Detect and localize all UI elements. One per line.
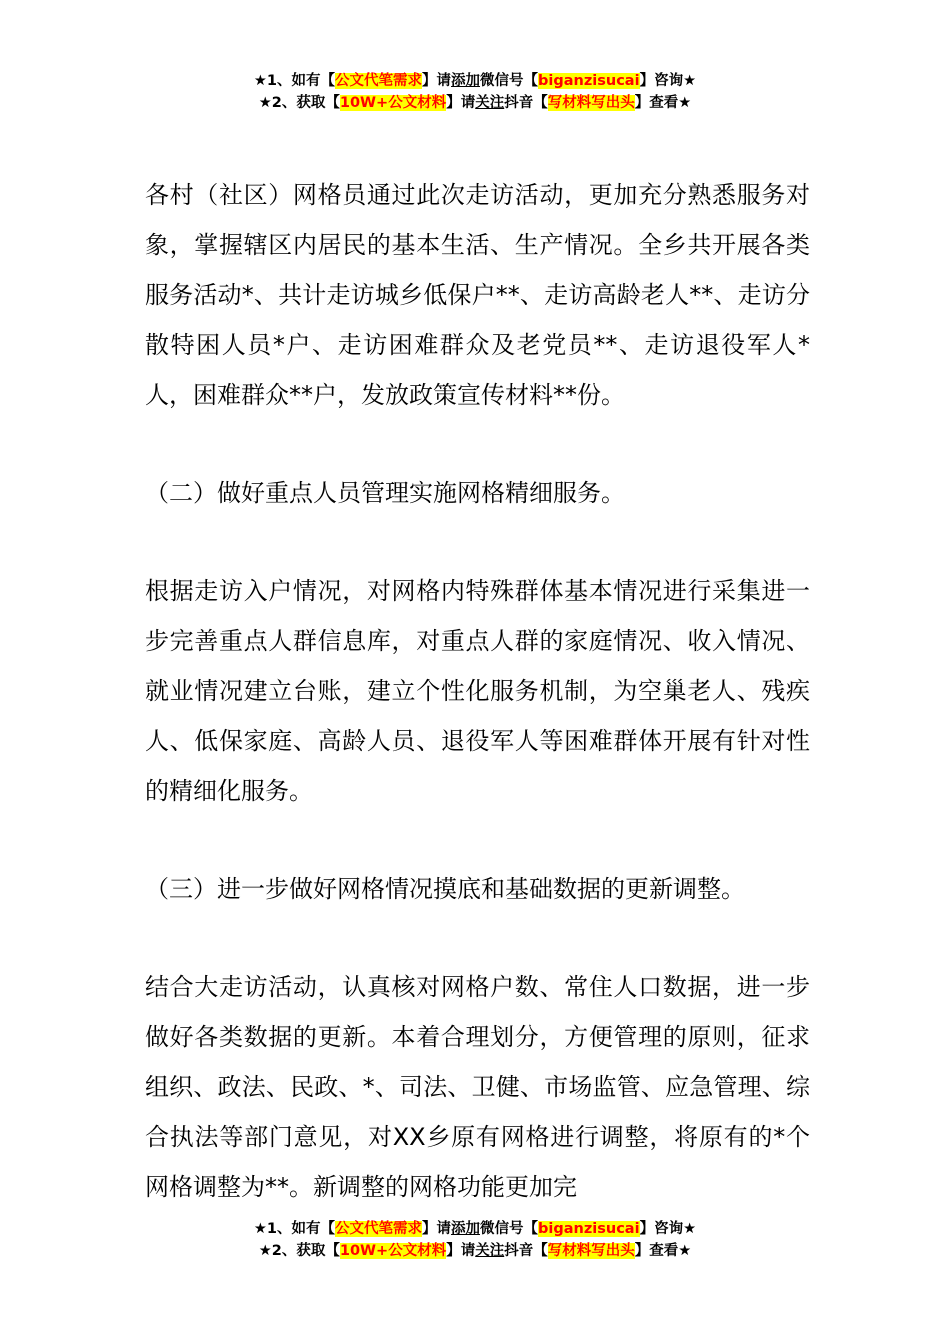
- banner-highlight: biganzisucai: [538, 73, 640, 89]
- banner-line-1: [0, 1218, 950, 1240]
- banner-text: ★1、如有【: [253, 1221, 336, 1237]
- banner-highlight: 10W+公文材料: [339, 1243, 447, 1259]
- banner-text: ★2、获取【: [258, 95, 340, 111]
- section-heading-2: （二）做好重点人员管理实施网格精细服务。: [145, 479, 625, 507]
- banner-text: 】咨询★: [639, 1221, 697, 1237]
- top-banner: [0, 70, 950, 114]
- banner-text: 】请: [422, 1221, 452, 1237]
- banner-text: 】查看★: [634, 1243, 692, 1259]
- banner-highlight: 公文代笔需求: [335, 1221, 423, 1237]
- banner-line-2: [0, 1240, 950, 1262]
- banner-highlight: 10W+公文材料: [339, 95, 447, 111]
- banner-text: 】查看★: [634, 95, 692, 111]
- paragraph-3: 结合大走访活动，认真核对网格户数、常住人口数据，进一步做好各类数据的更新。本着合理划分，方便管理的原则，征求组织、政法、民政、*、司法、卫健、市场监管、应急管理、综合执法等部门意见，对XX乡原有网格进行调整，将原有的*个网格调整为**。新调整的网格功能更加完: [145, 973, 810, 1201]
- banner-underline: 添加: [451, 1221, 481, 1237]
- banner-text: ★1、如有【: [253, 73, 336, 89]
- section-heading-3: （三）进一步做好网格情况摸底和基础数据的更新调整。: [145, 875, 745, 903]
- paragraph-1: 各村（社区）网格员通过此次走访活动，更加充分熟悉服务对象，掌握辖区内居民的基本生活、生产情况。全乡共开展各类服务活动*、共计走访城乡低保户**、走访高龄老人**、走访分散特困人员*户、走访困难群众及老党员**、走访退役军人*人，困难群众**户，发放政策宣传材料**份。: [145, 181, 810, 409]
- banner-underline: 关注: [475, 1243, 505, 1259]
- banner-text: 】请: [446, 1243, 476, 1259]
- banner-line-2: [0, 92, 950, 114]
- banner-text: 】请: [446, 95, 476, 111]
- banner-highlight: 写材料写出头: [547, 95, 635, 111]
- banner-text: 抖音【: [504, 95, 548, 111]
- banner-underline: 添加: [451, 73, 481, 89]
- banner-text: 抖音【: [504, 1243, 548, 1259]
- banner-text: 】请: [422, 73, 452, 89]
- paragraph-2: 根据走访入户情况，对网格内特殊群体基本情况进行采集进一步完善重点人群信息库，对重点人群的家庭情况、收入情况、就业情况建立台账，建立个性化服务机制，为空巢老人、残疾人、低保家庭、高龄人员、退役军人等困难群体开展有针对性的精细化服务。: [145, 577, 810, 805]
- banner-text: 微信号【: [480, 1221, 539, 1237]
- bottom-banner: [0, 1218, 950, 1262]
- banner-text: ★2、获取【: [258, 1243, 340, 1259]
- banner-highlight: 公文代笔需求: [335, 73, 423, 89]
- document-body: [145, 170, 810, 1260]
- banner-underline: 关注: [475, 95, 505, 111]
- banner-text: 微信号【: [480, 73, 539, 89]
- banner-highlight: biganzisucai: [538, 1221, 640, 1237]
- banner-highlight: 写材料写出头: [547, 1243, 635, 1259]
- banner-text: 】咨询★: [639, 73, 697, 89]
- banner-line-1: [0, 70, 950, 92]
